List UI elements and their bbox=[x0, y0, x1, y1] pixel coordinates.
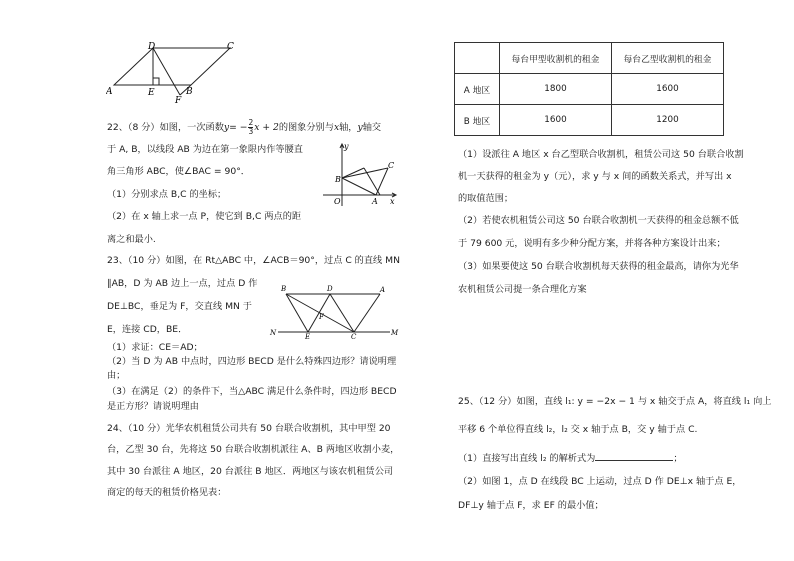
q25-line-4: （2）如图 1，点 D 在线段 BC 上运动，过点 D 作 DE⊥x 轴于点 E， bbox=[458, 476, 742, 487]
q22-line-4: （1）分别求点 B,C 的坐标； bbox=[107, 189, 227, 200]
q24-part-line-4: （2）若使农机租赁公司这 50 台联合收割机一天获得的租金总额不低 bbox=[458, 215, 739, 226]
q24-part-line-7: 农机租赁公司提一条合理化方案 bbox=[458, 284, 587, 295]
q25-line-5: DF⊥y 轴于点 F，求 EF 的最小值； bbox=[458, 500, 604, 511]
fig1-label-b: B bbox=[186, 87, 193, 97]
parallelogram-figure bbox=[106, 40, 246, 104]
table-header-yi: 每台乙型收割机的租金 bbox=[612, 43, 724, 74]
table-corner-cell bbox=[455, 43, 500, 74]
q22-line-2: 于 A, B，以线段 AB 为边在第一象限内作等腰直 bbox=[107, 144, 303, 155]
q24-line-2: 台，乙型 30 台，先将这 50 台联合收割机派往 A、B 两地区收割小麦， bbox=[107, 444, 400, 455]
q22-line-1: 22、（8 分）如图，一次函数y= − $\frac{2}{3}$ x + 2的图象分别与x轴，y轴交 bbox=[107, 118, 382, 136]
table-header-row bbox=[455, 43, 724, 74]
q24-part-line-2: 机一天获得的租金为 y（元），求 y 与 x 间的函数关系式，并写出 x bbox=[458, 171, 732, 182]
table-cell: 1600 bbox=[612, 74, 724, 105]
table-cell: 1200 bbox=[612, 105, 724, 136]
q22-label-c: C bbox=[388, 161, 395, 170]
q23-line-5: （1）求证：CE＝AD； bbox=[107, 342, 203, 353]
q23-figure bbox=[268, 282, 400, 340]
q23-line-4: E，连接 CD，BE． bbox=[107, 324, 188, 335]
q22-line-5: （2）在 x 轴上求一点 P，使它到 B,C 两点的距 bbox=[107, 211, 302, 222]
table-header-jia: 每台甲型收割机的租金 bbox=[500, 43, 612, 74]
fig1-label-c: C bbox=[227, 42, 234, 52]
rent-price-table bbox=[454, 42, 724, 136]
q24-line-3: 其中 30 台派往 A 地区，20 台派往 B 地区．两地区与该农机租赁公司 bbox=[107, 466, 394, 477]
answer-blank bbox=[595, 452, 673, 461]
q23-label-f: F bbox=[319, 313, 324, 321]
q23-line-3: DE⊥BC，垂足为 F，交直线 MN 于 bbox=[107, 301, 252, 312]
table-row bbox=[455, 105, 724, 136]
q24-line-1: 24、（10 分）光华农机租赁公司共有 50 台联合收割机，其中甲型 20 bbox=[107, 423, 391, 434]
q23-line-9: 是正方形？请说明理由 bbox=[107, 401, 199, 412]
q23-label-b: B bbox=[281, 285, 287, 293]
q22-line-3: 角三角形 ABC，使∠BAC = 90°． bbox=[107, 166, 250, 177]
q22-label-o: O bbox=[334, 197, 341, 206]
q22-label-a: A bbox=[372, 197, 378, 206]
q23-label-a: A bbox=[380, 286, 386, 294]
q23-line-6: （2）当 D 为 AB 中点时，四边形 BECD 是什么特殊四边形？请说明理 bbox=[107, 356, 397, 367]
q24-part-line-1: （1）设派往 A 地区 x 台乙型联合收割机，租赁公司这 50 台联合收割 bbox=[458, 149, 744, 160]
q22-label-b: B bbox=[335, 175, 341, 184]
q22-label-x: x bbox=[390, 197, 395, 206]
table-row bbox=[455, 74, 724, 105]
q22-label-y: y bbox=[344, 142, 349, 151]
q23-label-e: E bbox=[305, 333, 311, 340]
table-cell: 1600 bbox=[500, 105, 612, 136]
q23-label-m: M bbox=[391, 329, 399, 337]
q23-line-1: 23、（10 分）如图，在 Rt△ABC 中，∠ACB＝90°，过点 C 的直线 MN bbox=[107, 255, 400, 266]
fig1-label-f: F bbox=[175, 96, 182, 104]
q25-line-2: 平移 6 个单位得直线 l₂，l₂ 交 x 轴于点 B，交 y 轴于点 C. bbox=[458, 424, 698, 435]
table-row-label: B 地区 bbox=[455, 105, 500, 136]
q24-line-4: 商定的每天的租赁价格见表： bbox=[107, 487, 227, 498]
fraction: $\frac{2}{3}$ bbox=[248, 118, 254, 136]
q23-label-c: C bbox=[351, 333, 357, 340]
q25-line-1: 25、（12 分）如图，直线 l₁: y = −2x − 1 与 x 轴交于点 A，将直线 l₁ 向上 bbox=[458, 396, 772, 407]
fig1-label-d: D bbox=[148, 42, 156, 52]
table-row-label: A 地区 bbox=[455, 74, 500, 105]
q24-part-line-3: 的取值范围； bbox=[458, 193, 514, 204]
q25-line-3: （1）直接写出直线 l₂ 的解析式为 ； bbox=[458, 453, 683, 464]
q22-coordinate-figure bbox=[318, 140, 398, 208]
q24-part-line-6: （3）如果要使这 50 台联合收割机每天获得的租金最高，请你为光华 bbox=[458, 261, 739, 272]
q24-part-line-5: 于 79 600 元，说明有多少种分配方案，并将各种方案设计出来； bbox=[458, 238, 726, 249]
q23-line-2: ∥AB，D 为 AB 边上一点，过点 D 作 bbox=[107, 278, 258, 289]
q22-line-6: 离之和最小. bbox=[107, 234, 156, 245]
q23-line-8: （3）在满足（2）的条件下，当△ABC 满足什么条件时，四边形 BECD bbox=[107, 386, 397, 397]
table-cell: 1800 bbox=[500, 74, 612, 105]
q23-line-7: 由； bbox=[107, 370, 126, 381]
q23-label-n: N bbox=[270, 329, 277, 337]
fig1-label-a: A bbox=[106, 87, 113, 97]
q23-label-d: D bbox=[327, 285, 333, 293]
fig1-label-e: E bbox=[148, 88, 155, 98]
